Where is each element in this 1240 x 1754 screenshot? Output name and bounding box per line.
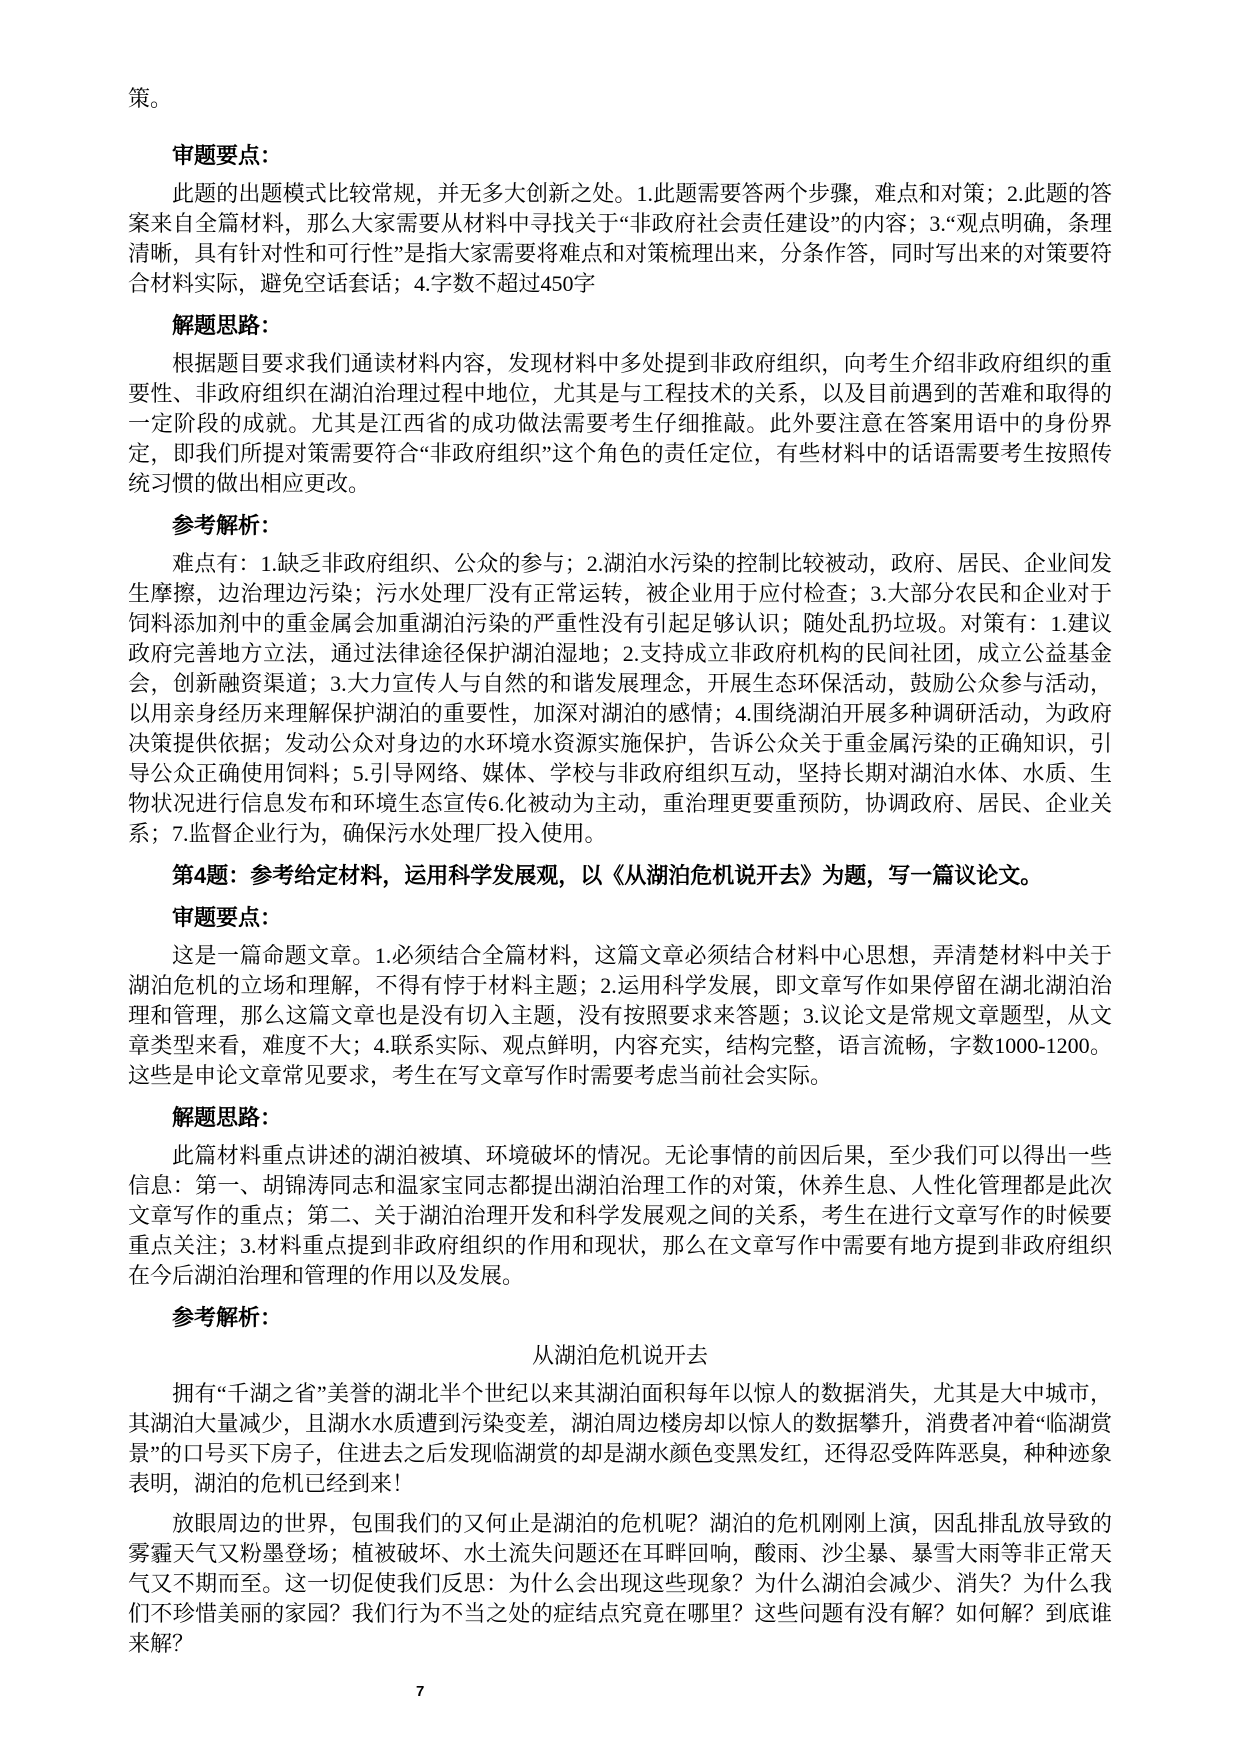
essay-paragraph-1: 拥有“千湖之省”美誉的湖北半个世纪以来其湖泊面积每年以惊人的数据消失，尤其是大中城市，其湖泊大量减少，且湖水水质遭到污染变差，湖泊周边楼房却以惊人的数据攀升，消费者冲着“临湖赏景”的口号买下房子，住进去之后发现临湖赏的却是湖水颜色变黑发红，还得忍受阵阵恶臭，种种迹象表明，湖泊的危机已经到来！ (128, 1381, 1112, 1496)
q3-jieti-body: 根据题目要求我们通读材料内容，发现材料中多处提到非政府组织，向考生介绍非政府组织的重要性、非政府组织在湖泊治理过程中地位，尤其是与工程技术的关系，以及目前遇到的苦难和取得的一定阶段的成就。尤其是江西省的成功做法需要考生仔细推敲。此外要注意在答案用语中的身份界定，即我们所提对策需要符合“非政府组织”这个角色的责任定位，有些材料中的话语需要考生按照传统习惯的做出相应更改。 (128, 351, 1112, 496)
essay-title: 从湖泊危机说开去 (531, 1343, 708, 1368)
essay-paragraph-2: 放眼周边的世界，包围我们的又何止是湖泊的危机呢？湖泊的危机刚刚上演，因乱排乱放导致的雾霾天气又粉墨登场；植被破坏、水土流失问题还在耳畔回响，酸雨、沙尘暴、暴雪大雨等非正常天气又不期而至。这一切促使我们反思：为什么会出现这些现象？为什么湖泊会减少、消失？为什么我们不珍惜美丽的家园？我们行为不当之处的症结点究竟在哪里？这些问题有没有解？如何解？到底谁来解？ (128, 1511, 1112, 1656)
page-number: 7 (416, 1683, 425, 1700)
q3-cankao-body: 难点有：1.缺乏非政府组织、公众的参与；2.湖泊水污染的控制比较被动，政府、居民、企业间发生摩擦，边治理边污染；污水处理厂没有正常运转，被企业用于应付检查；3.大部分农民和企业对于饲料添加剂中的重金属会加重湖泊污染的严重性没有引起足够认识；随处乱扔垃圾。对策有：1.建议政府完善地方立法，通过法律途径保护湖泊湿地；2.支持成立非政府机构的民间社团，成立公益基金会，创新融资渠道；3.大力宣传人与自然的和谐发展理念，开展生态环保活动，鼓励公众参与活动，以用亲身经历来理解保护湖泊的重要性，加深对湖泊的感情；4.围绕湖泊开展多种调研活动，为政府决策提供依据；发动公众对身边的水环境水资源实施保护，告诉公众关于重金属污染的正确知识，引导公众正确使用饲料；5.引导网络、媒体、学校与非政府组织互动，坚持长期对湖泊水体、水质、生物状况进行信息发布和环境生态宣传6.化被动为主动，重治理更要重预防，协调政府、居民、企业关系；7.监督企业行为，确保污水处理厂投入使用。 (128, 551, 1112, 846)
carryover-text: 策。 (128, 86, 173, 111)
q4-shenti-body: 这是一篇命题文章。1.必须结合全篇材料，这篇文章必须结合材料中心思想，弄清楚材料中关于湖泊危机的立场和理解，不得有悖于材料主题；2.运用科学发展，即文章写作如果停留在湖北湖泊治理和管理，那么这篇文章也是没有切入主题，没有按照要求来答题；3.议论文是常规文章题型，从文章类型来看，难度不大；4.联系实际、观点鲜明，内容充实，结构完整，语言流畅，字数1000-1200。这些是申论文章常见要求，考生在写文章写作时需要考虑当前社会实际。 (128, 943, 1112, 1088)
q3-shenti-heading: 审题要点： (172, 143, 283, 168)
q3-jieti-heading: 解题思路： (172, 313, 283, 338)
q4-prompt: 第4题：参考给定材料，运用科学发展观，以《从湖泊危机说开去》为题，写一篇议论文。 (172, 863, 1043, 888)
q3-cankao-heading: 参考解析： (172, 513, 283, 538)
q4-shenti-heading: 审题要点： (172, 905, 283, 930)
q4-jieti-body: 此篇材料重点讲述的湖泊被填、环境破坏的情况。无论事情的前因后果，至少我们可以得出一些信息：第一、胡锦涛同志和温家宝同志都提出湖泊治理工作的对策，休养生息、人性化管理都是此次文章写作的重点；第二、关于湖泊治理开发和科学发展观之间的关系，考生在进行文章写作的时候要重点关注；3.材料重点提到非政府组织的作用和现状，那么在文章写作中需要有地方提到非政府组织在今后湖泊治理和管理的作用以及发展。 (128, 1143, 1112, 1288)
q4-jieti-heading: 解题思路： (172, 1105, 283, 1130)
q4-cankao-heading: 参考解析： (172, 1305, 283, 1330)
q3-shenti-body: 此题的出题模式比较常规，并无多大创新之处。1.此题需要答两个步骤，难点和对策；2.此题的答案来自全篇材料，那么大家需要从材料中寻找关于“非政府社会责任建设”的内容；3.“观点明确，条理清晰，具有针对性和可行性”是指大家需要将难点和对策梳理出来，分条作答，同时写出来的对策要符合材料实际，避免空话套话；4.字数不超过450字 (128, 181, 1112, 296)
